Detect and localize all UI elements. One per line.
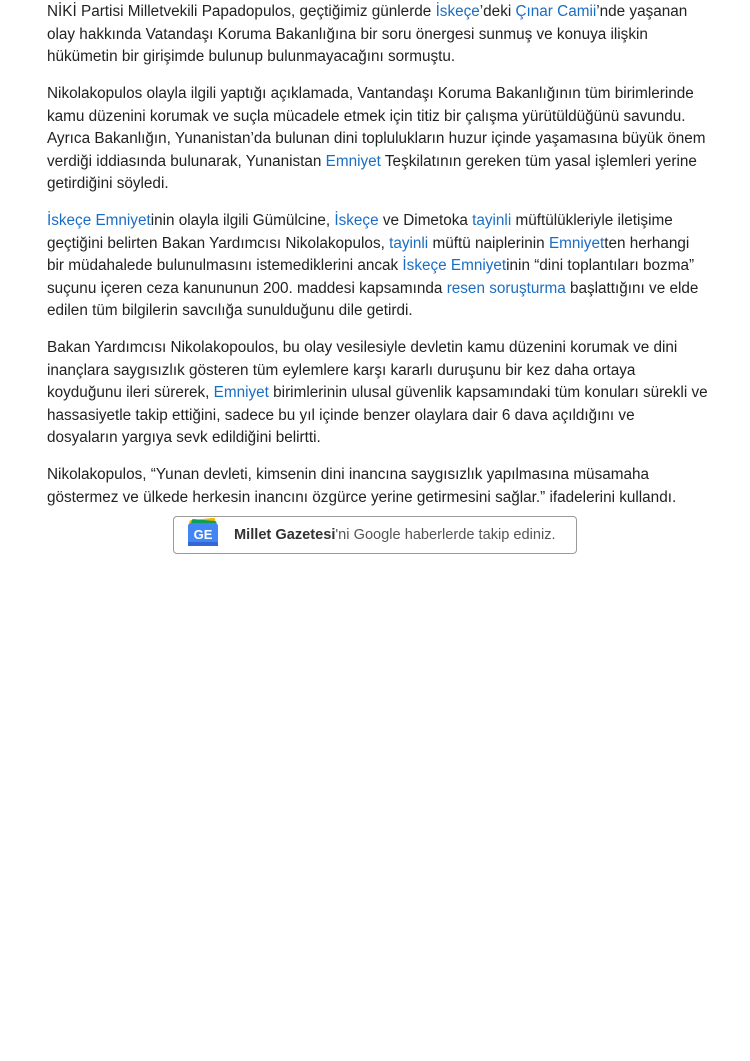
google-news-follow-button[interactable] (173, 516, 577, 554)
tag-link-cinar-camii[interactable]: Çınar Camii (515, 3, 597, 20)
paragraph-1: NİKİ Partisi Milletvekili Papadopulos, geçtiğimiz günlerde İskeçe’deki Çınar Camii’nde yaşanan olay hakkında Vatandaşı Koruma Bakanlığına bir soru önergesi sunmuş ve konuya ilişkin hükümetin bir girişimde bulunup bulunmayacağını sormuştu. (47, 3, 688, 65)
tag-link-iskece[interactable]: İskeçe (435, 3, 480, 20)
tag-link-emniyet[interactable]: Emniyet (213, 384, 269, 401)
paragraph-4: Bakan Yardımcısı Nikolakopoulos, bu olay vesilesiyle devletin kamu düzenini korumak ve dini inançlara saygısızlık gösteren tüm eylemlere karşı kararlı duruşunu bir kez daha ortaya koyduğunu ileri sürerek, Emniyet birimlerinin ulusal güvenlik kapsamındaki tüm konuları sürekli ve hassasiyetle takip ettiğini, sadece bu yıl içinde benzer olaylara dair 6 dava açıldığını ve dosyaların yargıya sevk edildiğini belirtti. (47, 339, 708, 446)
google-news-container (0, 516, 750, 554)
paragraph-3: İskeçe Emniyetinin olayla ilgili Gümülcine, İskeçe ve Dimetoka tayinli müftülükleriyle iletişime geçtiğini belirten Bakan Yardımcısı Nikolakopulos, tayinli müftü naiplerinin Emniyetten herhangi bir müdahalede bulunulmasını istemediklerini ancak İskeçe Emniyetinin “dini toplantıları bozma” suçunu içeren ceza kanununun 200. maddesi kapsamında resen soruşturma başlattığını ve elde edilen tüm bilgilerin savcılığa sunulduğunu dile getirdi. (47, 212, 699, 319)
tag-link-tayinli[interactable]: tayinli (472, 212, 512, 229)
article-body (47, 0, 709, 524)
tag-link-emniyet[interactable]: Emniyet (325, 152, 381, 170)
tag-link-emniyet[interactable]: Emniyet (548, 234, 605, 252)
svg-text:GE: GE (193, 526, 213, 542)
paragraph-2: Nikolakopulos olayla ilgili yaptığı açıklamada, Vantandaşı Koruma Bakanlığının tüm birimlerinde kamu düzenini korumak ve suçla mücadele etmek için titiz bir çalışma yürütüldüğünü savundu. Ayrıca Bakanlığın, Yunanistan’da bulunan dini toplulukların huzur içinde yaşamasına büyük önem verdiği iddiasında bulunarak, Yunanistan Emniyet Teşkilatının gereken tüm yasal işlemleri yerine getirdiğini söyledi. (47, 85, 706, 192)
tag-link-iskece[interactable]: İskeçe (334, 212, 379, 229)
tag-link-iskece-emniyet[interactable]: İskeçe Emniyet (47, 212, 151, 229)
paragraph-5: Nikolakopulos, “Yunan devleti, kimsenin dini inancına saygısızlık yapılmasına müsamaha göstermez ve ülkede herkesin inancını özgürce yerine getirmesini sağlar.” ifadelerini kullandı. (47, 466, 677, 506)
tag-link-tayinli[interactable]: tayinli (389, 234, 429, 252)
google-news-icon (186, 518, 220, 553)
tag-link-iskece-emniyet[interactable]: İskeçe Emniyet (402, 257, 507, 274)
brand-name: Millet Gazetesi (234, 527, 336, 543)
tag-link-resen-sorusturma[interactable]: resen soruşturma (446, 279, 566, 297)
google-news-label: Millet Gazetesi'ni Google haberlerde takip ediniz. (234, 527, 556, 543)
